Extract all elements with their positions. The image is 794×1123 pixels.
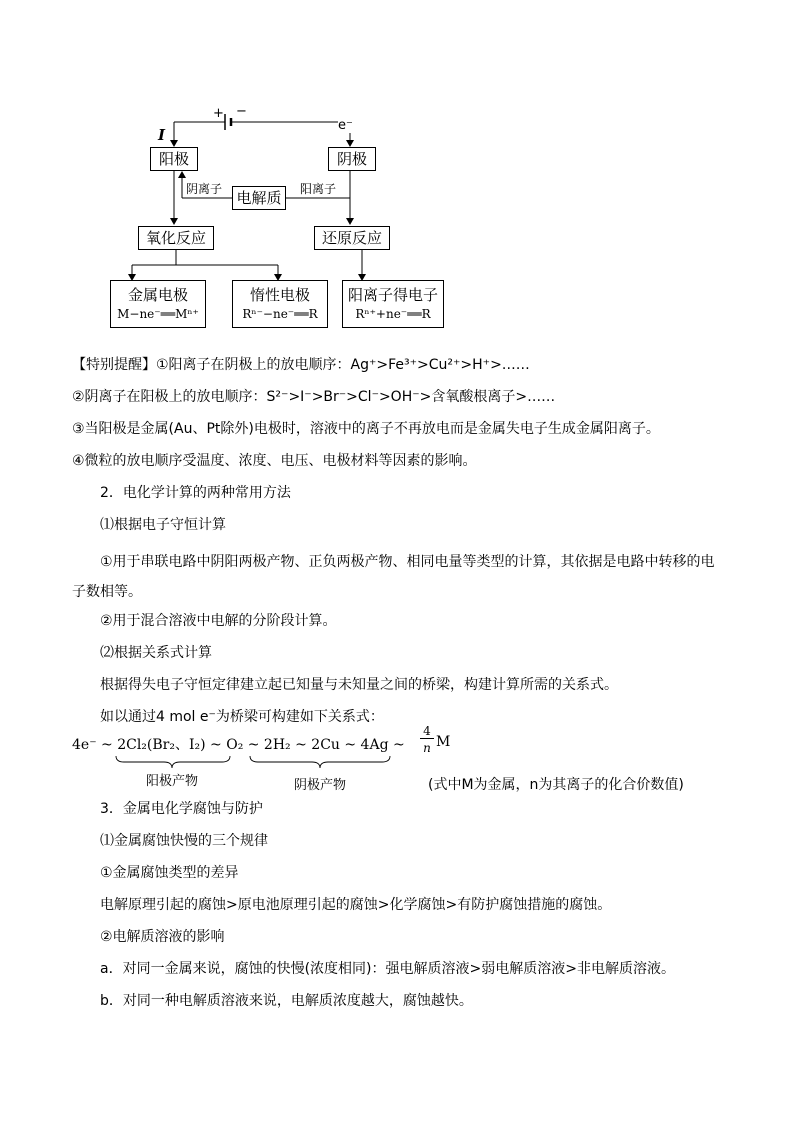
heading-3: 3．金属电化学腐蚀与防护 [100,801,263,817]
cathode-products-label: 阴极产物 [294,778,347,793]
inert-electrode-equation: Rⁿ⁻−ne⁻══R [242,307,318,321]
current-label: I [158,126,166,144]
tip-3: ③当阳极是金属(Au、Pt除外)电极时，溶液中的离子不再放电而是金属失电子生成金属阳离子。 [72,421,660,437]
electrolyte-box: 电解质 [232,186,286,210]
metal-electrode-equation: M−ne⁻══Mⁿ⁺ [117,307,199,321]
paragraph-3: 根据得失电子守恒定律建立起已知量与未知量之间的桥梁，构建计算所需的关系式。 [100,677,618,693]
cathode-box: 阴极 [328,147,376,171]
tip-4: ④微粒的放电顺序受温度、浓度、电压、电极材料等因素的影响。 [72,453,477,469]
paragraph-2: ②用于混合溶液中电解的分阶段计算。 [100,613,337,629]
metal-electrode-title: 金属电极 [127,286,188,304]
relation-chain: 4e⁻ ~ 2Cl₂(Br₂、I₂) ~ O₂ ~ 2H₂ ~ 2Cu ~ 4Ag ~ [72,737,405,753]
oxidation-box: 氧化反应 [138,226,214,250]
paragraph-7: b．对同一种电解质溶液来说，电解质浓度越大，腐蚀越快。 [100,993,473,1009]
cation-flow-label: 阳离子 [300,182,337,196]
relation-metal: M [436,734,451,750]
anode-products-label: 阳极产物 [146,774,199,789]
heading-2: 2．电化学计算的两种常用方法 [100,485,291,501]
cation-gain-title: 阳离子得电子 [347,286,438,304]
relation-note: (式中M为金属，n为其离子的化合价数值) [428,777,684,793]
reduction-box: 还原反应 [314,226,390,250]
tip-2: ②阴离子在阳极上的放电顺序：S²⁻>I⁻>Br⁻>Cl⁻>OH⁻>含氧酸根离子>…… [72,389,556,405]
fraction-denominator: n [423,741,431,755]
relation-braces [72,754,472,774]
paragraph-1: ①用于串联电路中阴阳两极产物、正负两极产物、相同电量等类型的计算，其依据是电路中转移的电子数相等。 [72,554,715,600]
electrolysis-diagram [100,100,460,340]
metal-electrode-box [110,280,206,328]
paragraph-5: 电解原理引起的腐蚀>原电池原理引起的腐蚀>化学腐蚀>有防护腐蚀措施的腐蚀。 [100,897,612,913]
electron-label: e⁻ [338,118,353,133]
relation-formula [72,724,722,793]
negative-sign: − [236,104,247,119]
anode-box: 阳极 [150,147,198,171]
heading-3-1-1: ①金属腐蚀类型的差异 [100,865,239,881]
cation-gain-equation: Rⁿ⁺+ne⁻══R [355,307,431,321]
heading-2-2: ⑵根据关系式计算 [100,645,212,661]
heading-2-1: ⑴根据电子守恒计算 [100,517,226,533]
paragraph-4: 如以通过4 mol e⁻为桥梁可构建如下关系式： [100,709,384,725]
heading-3-1-2: ②电解质溶液的影响 [100,929,225,945]
anion-flow-label: 阴离子 [186,182,223,196]
fraction-numerator: 4 [420,724,434,739]
heading-3-1: ⑴金属腐蚀快慢的三个规律 [100,833,268,849]
paragraph-6: a．对同一金属来说，腐蚀的快慢(浓度相同)：强电解质溶液>弱电解质溶液>非电解质溶液。 [100,961,675,977]
cation-gain-box [342,280,444,328]
inert-electrode-title: 惰性电极 [249,286,310,304]
tip-1: 【特别提醒】①阳离子在阴极上的放电顺序：Ag⁺>Fe³⁺>Cu²⁺>H⁺>…… [72,357,530,373]
positive-sign: + [213,106,224,121]
inert-electrode-box [232,280,328,328]
